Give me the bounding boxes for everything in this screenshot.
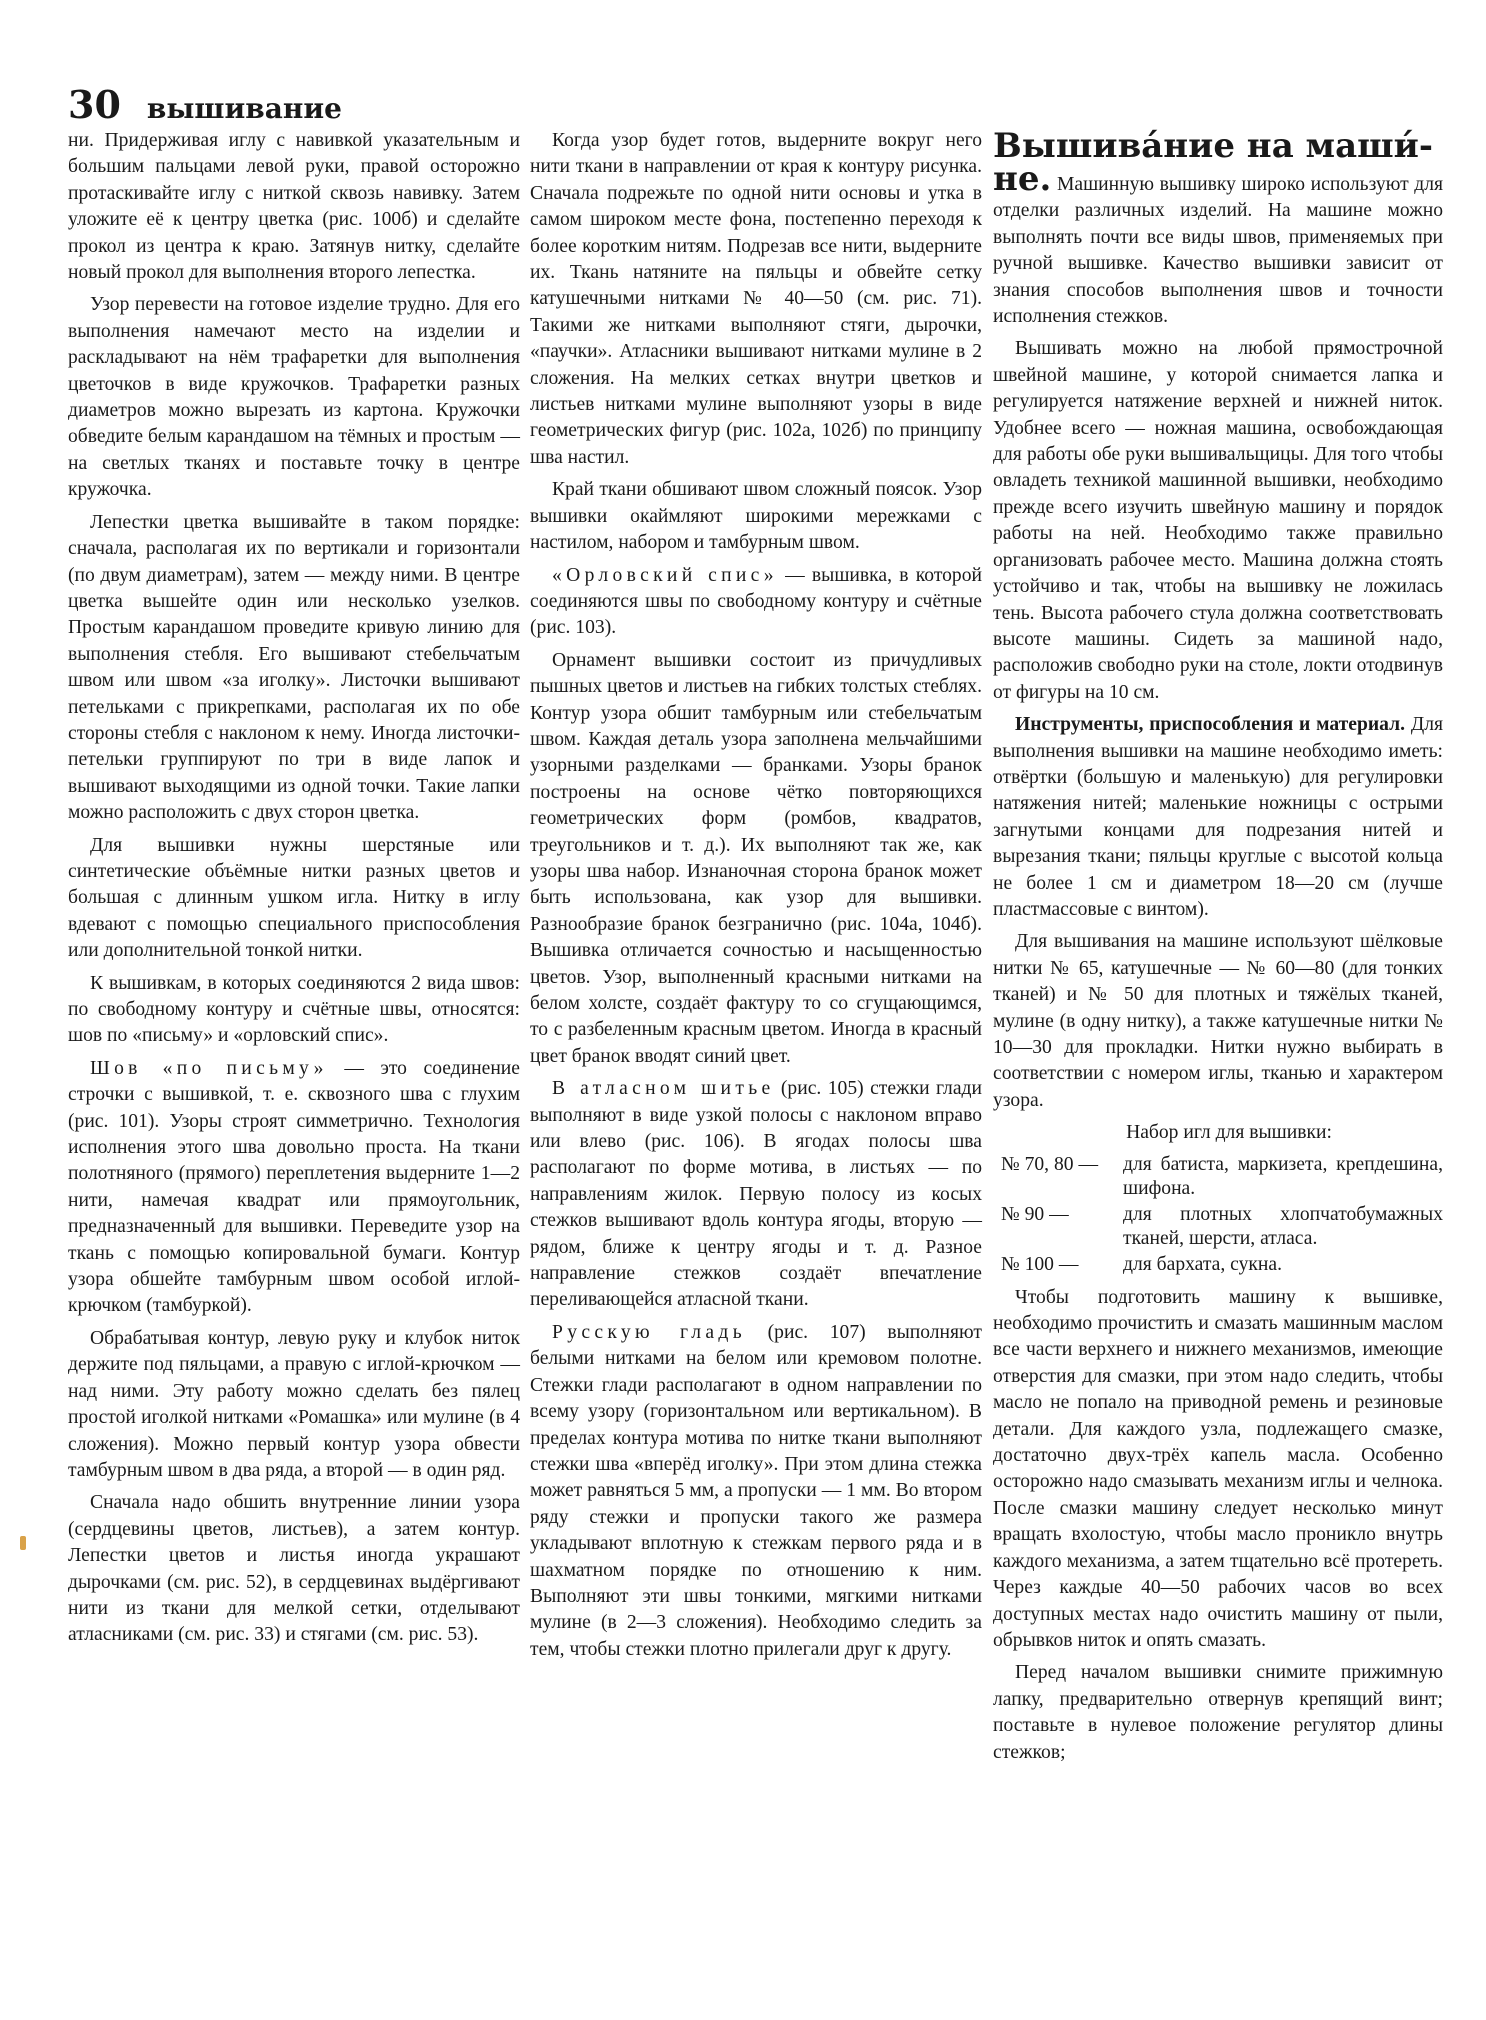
spaced-term: Шов «по письму» [90, 1057, 328, 1079]
paragraph-text: — это соединение строчки с вышивкой, т. е. сквозного шва с глухим (рис. 101). Узоры строят симметрично. Технология исполнения этого шва довольно проста. На ткани полотняного (прямого) переплетения выдерните 1—2 нити, намечая квадрат или прямоугольник, предназначенный для вышивки. Переведите узор на ткань с помощью копировальной бумаги. Контур узора обшейте тамбурным швом особой иглой-крючком (тамбуркой). [68, 1057, 520, 1317]
column-3 [993, 126, 1443, 1772]
table-row [993, 1153, 1443, 1203]
paragraph-text: — вышивка, в которой соединяются швы по свободному контуру и счётные (рис. 103). [530, 564, 983, 639]
paragraph [530, 1320, 982, 1663]
needles-table [993, 1153, 1443, 1279]
paragraph-text: Для выполнения вышивки на машине необходимо иметь: отвёртки (большую и маленькую) для регулировки натяжения нитей; маленькие ножницы с острыми загнутыми концами для подрезания нитей и вырезания ткани; пяльцы круглые с высотой кольца не более 1 см и диаметром 18—20 см (лучше пластмассовые с винтом). [993, 714, 1443, 920]
needle-description: для бархата, сукна. [1123, 1253, 1282, 1275]
needle-description: для батиста, маркизета, крепдешина, шифона. [1123, 1153, 1443, 1199]
margin-mark [20, 1536, 26, 1550]
section-title: вышивание [146, 92, 342, 125]
spaced-term: Русскую гладь [552, 1321, 746, 1343]
paragraph [530, 563, 982, 642]
paragraph-text: (рис. 105) стежки глади выполняют в виде узкой полосы с наклоном вправо или влево (рис. 106). В ягодах полосы шва располагают по форме мотива, в листьях — по направлениям жилок. Первую полосу из косых стежков вышивают вдоль контура ягоды, вторую — рядом, ближе к центру ягоды и т. д. Разное направление стежков создаёт впечатление переливающейся атласной ткани. [530, 1078, 982, 1311]
paragraph: Вышивать можно на любой прямострочной швейной машине, у которой снимается лапка и регулируется натяжение верхней и нижней ниток. Удобнее всего — ножная машина, освобождающая для работы обе руки вышивальщицы. Для того чтобы овладеть техникой машинной вышивки, необходимо прежде всего изучить швейную машину и порядок работы на ней. Необходимо также правильно организовать рабочее место. Машина должна стоять устойчиво и так, чтобы на вышивку не ложилась тень. Высота рабочего стула должна соответствовать высоте машины. Сидеть за машиной надо, расположив свободно руки на столе, локти отодвинув от фигуры на 10 см. [993, 338, 1443, 703]
spaced-term: В атласном шитье [552, 1078, 775, 1100]
paragraph: Сначала надо обшить внутренние линии узора (сердцевины цветов, листьев), а затем контур. Лепестки цветов и листья иногда украшают дырочками (см. рис. 52), в сердцевинах выдёргивают нити из ткани для мелкой сетки, отделывают атласниками (см. рис. 33) и стягами (см. рис. 53). [68, 1492, 520, 1646]
paragraph: Узор перевести на готовое изделие трудно. Для его выполнения намечают место на изделии и раскладывают на нём трафаретки для выполнения цветочков в виде кружочков. Трафаретки разных диаметров можно вырезать из картона. Кружочки обведите белым карандашом на тёмных и простым — на светлых тканях и поставьте точку в центре кружочка. [68, 294, 520, 501]
paragraph: Чтобы подготовить машину к вышивке, необходимо прочистить и смазать машинным маслом все части верхнего и нижнего механизмов, имеющие отверстия для смазки, при этом надо следить, чтобы масло не попало на приводной ремень и резиновые детали. Для каждого узла, подлежащего смазке, достаточно двух-трёх капель масла. Особенно осторожно надо смазывать механизм иглы и челнока. После смазки машину следует несколько минут вращать вхолостую, чтобы масло проникло внутрь каждого механизма, а затем тщательно всё протереть. Через каждые 40—50 рабочих часов во всех доступных местах надо очистить машину от пыли, обрывков ниток и опять смазать. [993, 1286, 1443, 1651]
table-row [993, 1253, 1443, 1279]
paragraph: К вышивкам, в которых соединяются 2 вида швов: по свободному контуру и счётные швы, относятся: шов по «письму» и «орловский спис». [68, 972, 520, 1047]
paragraph: Перед началом вышивки снимите прижимную лапку, предварительно отвернув крепящий винт; поставьте в нулевое положение регулятор длины стежков; [993, 1662, 1443, 1763]
paragraph: Край ткани обшивают швом сложный поясок. Узор вышивки окаймляют широкими мережками с настилом, набором и тамбурным швом. [530, 479, 982, 554]
paragraph: Для вышивания на машине используют шёлковые нитки № 65, катушечные — № 60—80 (для тонких тканей) и № 50 для плотных и тяжёлых тканей, мулине (в одну нитку), а также катушечные нитки № 10—30 для прокладки. Нитки нужно выбирать в соответствии с номером иглы, тканью и характером узора. [993, 931, 1443, 1111]
paragraph [530, 1076, 982, 1314]
paragraph-text: (рис. 107) выполняют белыми нитками на белом или кремовом полотне. Стежки глади располагают в одном направлении по всему узору (горизонтальном или вертикальном). В пределах контура мотива по нитке ткани выполняют стежки шва «вперёд иголку». При этом длина стежка может равняться 5 мм, а пропуски — 1 мм. Во втором ряду стежки и пропуски такого же размера укладывают вплотную к стежкам первого ряда и в шахматном порядке по отношению к ним. Выполняют эти швы тонкими, мягкими нитками мулине (в 2—3 сложения). Необходимо следить за тем, чтобы стежки плотно прилегали друг к другу. [530, 1321, 982, 1660]
paragraph: Когда узор будет готов, выдерните вокруг него нити ткани в направлении от края к контуру рисунка. Сначала подрежьте по одной нити основы и утка в самом широком месте фона, постепенно переходя к более коротким нитям. Подрезав все нити, выдерните их. Ткань натяните на пяльцы и обвейте сетку катушечными нитками № 40—50 (см. рис. 71). Такими же нитками выполняют стяги, дырочки, «паучки». Атласники вышивают нитками мулине в 2 сложения. На мелких сетках внутри цветков и листьев нитками мулине выполняют узоры в виде геометрических фигур (рис. 102а, 102б) по принципу шва настил. [530, 130, 982, 468]
paragraph: Для вышивки нужны шерстяные или синтетические объёмные нитки разных цветов и большая с длинным ушком игла. Нитку в иглу вдевают с помощью специального приспособления или дополнительной тонкой нитки. [68, 834, 520, 962]
paragraph: ни. Придерживая иглу с навивкой указательным и большим пальцами левой руки, правой осторожно протаскивайте иглу с ниткой сквозь навивку. Затем уложите её к центру цветка (рис. 100б) и сделайте прокол из центра к краю. Затянув нитку, сделайте новый прокол для выполнения второго лепестка. [68, 130, 520, 284]
needles-heading: Набор игл для вышивки: [1126, 1122, 1332, 1144]
column-1 [68, 128, 520, 1655]
paragraph [993, 712, 1443, 923]
subheading: Инструменты, приспособления и материал. [1015, 714, 1405, 736]
paragraph [68, 1056, 520, 1320]
needle-number: № 70, 80 — [1001, 1153, 1099, 1175]
spaced-term: «Орловский спис» [552, 564, 778, 586]
paragraph: Обрабатывая контур, левую руку и клубок ниток держите под пяльцами, а правую с иглой-крючком — над ними. Эту работу можно сделать без пялец простой иголкой нитками «Ромашка» или мулине (в 4 сложения). Можно первый контур узора обвести тамбурным швом в два ряда, а второй — в один ряд. [68, 1327, 520, 1481]
needle-description: для плотных хлопчатобумажных тканей, шерсти, атласа. [1123, 1203, 1443, 1249]
article-title: Вышива́ние на маши́- [993, 126, 1433, 166]
page-header [68, 82, 342, 127]
page-number: 30 [68, 82, 121, 127]
paragraph-text: Машинную вышивку широко используют для отделки различных изделий. На машине можно выполнять почти все виды швов, применяемых при ручной вышивке. Качество вышивки зависит от знания способов выполнения швов и точности исполнения стежков. [993, 174, 1443, 328]
needle-number: № 90 — [1001, 1203, 1069, 1225]
table-row [993, 1203, 1443, 1253]
needle-number: № 100 — [1001, 1253, 1079, 1275]
column-2 [530, 128, 982, 1669]
article-title-end: не. [993, 159, 1052, 199]
paragraph: Лепестки цветка вышивайте в таком порядке: сначала, располагая их по вертикали и горизонтали (по двум диаметрам), затем — между ними. В центре цветка вышейте один или несколько узелков. Простым карандашом проведите кривую линию для выполнения стебля. Его вышивают стебельчатым швом или швом «за иголку». Листочки вышивают петельками с прикрепками, располагая их по обе стороны стебля с наклоном к нему. Иногда листочки-петельки группируют по три в виде лапок и вышивают выходящими из одной точки. Такие лапки можно расположить с двух сторон цветка. [68, 511, 520, 824]
paragraph [993, 159, 1443, 330]
paragraph: Орнамент вышивки состоит из причудливых пышных цветов и листьев на гибких толстых стеблях. Контур узора обшит тамбурным или стебельчатым швом. Каждая деталь узора заполнена мельчайшими узорными разделками — бранками. Узоры бранок построены на основе чётко повторяющихся геометрических форм (ромбов, квадратов, треугольников и т. д.). Их выполняют так же, как узоры шва набор. Изнаночная сторона бранок может быть использована, как узор для вышивки. Разнообразие бранок безгранично (рис. 104а, 104б). Вышивка отличается сочностью и насыщенностью цветов. Узор, выполненный красными нитками на белом холсте, создаёт фактуру то со сгущающимся, то с разбеленным красным цветом. Иногда в красный цвет бранок вводят синий цвет. [530, 649, 982, 1067]
